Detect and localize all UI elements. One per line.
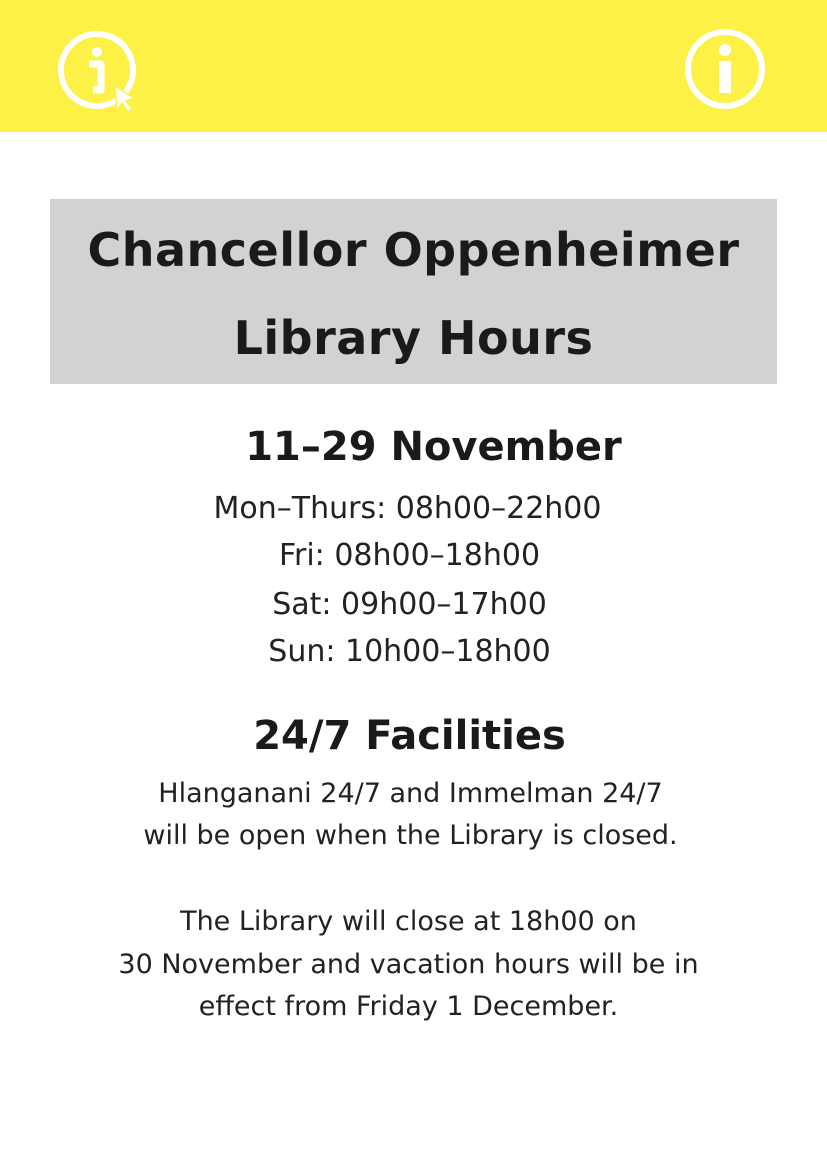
hours-mon-thurs: Mon–Thurs: 08h00–22h00 (213, 491, 602, 526)
page-subtitle: Library Hours (233, 311, 594, 365)
hours-fri: Fri: 08h00–18h00 (278, 538, 541, 573)
notice-line: effect from Friday 1 December. (198, 991, 619, 1022)
header-band (0, 0, 827, 132)
date-range-heading: 11–29 November (245, 424, 622, 470)
facilities-line: will be open when the Library is closed. (143, 820, 678, 851)
facilities-line: Hlanganani 24/7 and Immelman 24/7 (158, 778, 663, 809)
notice-line: The Library will close at 18h00 on (180, 906, 637, 937)
notice-line: 30 November and vacation hours will be in (118, 949, 699, 980)
hours-sat: Sat: 09h00–17h00 (272, 587, 547, 622)
page-title: Chancellor Oppenheimer (87, 223, 740, 277)
facilities-heading: 24/7 Facilities (253, 713, 566, 759)
info-cursor-icon (57, 30, 143, 116)
title-box (50, 199, 777, 384)
hours-sun: Sun: 10h00–18h00 (268, 634, 551, 669)
info-icon (682, 26, 768, 112)
